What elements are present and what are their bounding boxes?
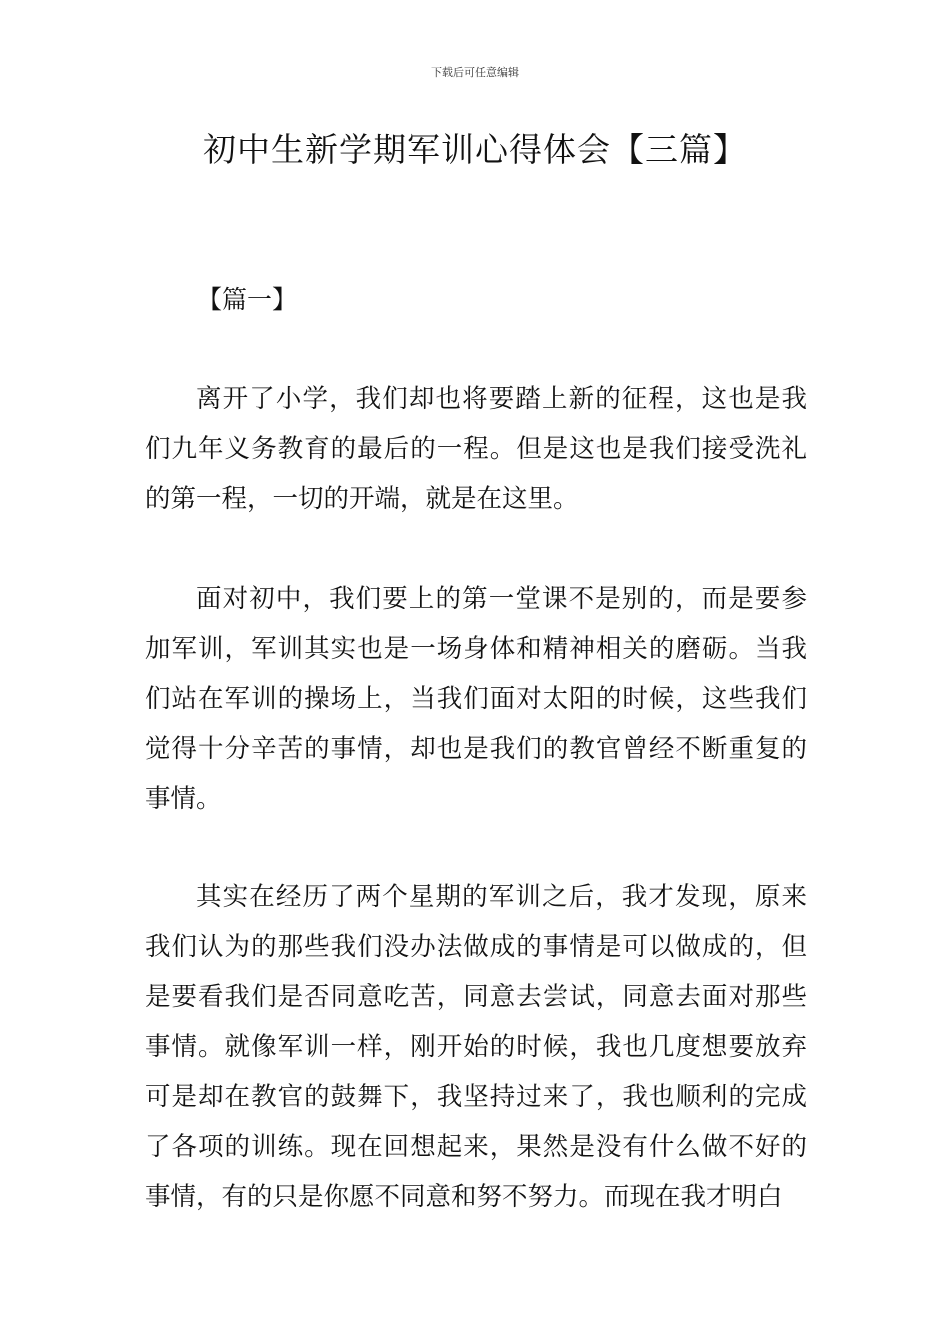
document-title: 初中生新学期军训心得体会【三篇】 <box>203 130 747 169</box>
paragraph-2: 面对初中，我们要上的第一堂课不是别的，而是要参加军训，军训其实也是一场身体和精神相关的磨砺。当我们站在军训的操场上，当我们面对太阳的时候，这些我们觉得十分辛苦的事情，却也是我们的教官曾经不断重复的事情。 <box>145 584 807 814</box>
section-heading: 【篇一】 <box>197 285 298 314</box>
header-note: 下载后可任意编辑 <box>431 66 519 79</box>
paragraph-1: 离开了小学，我们却也将要踏上新的征程，这也是我们九年义务教育的最后的一程。但是这也是我们接受洗礼的第一程，一切的开端，就是在这里。 <box>145 384 807 514</box>
paragraph-3: 其实在经历了两个星期的军训之后，我才发现，原来我们认为的那些我们没办法做成的事情是可以做成的，但是要看我们是否同意吃苦，同意去尝试，同意去面对那些事情。就像军训一样，刚开始的时候，我也几度想要放弃可是却在教官的鼓舞下，我坚持过来了，我也顺利的完成了各项的训练。现在回想起来，果然是没有什么做不好的事情，有的只是你愿不同意和努不努力。而现在我才明白 <box>145 882 807 1212</box>
